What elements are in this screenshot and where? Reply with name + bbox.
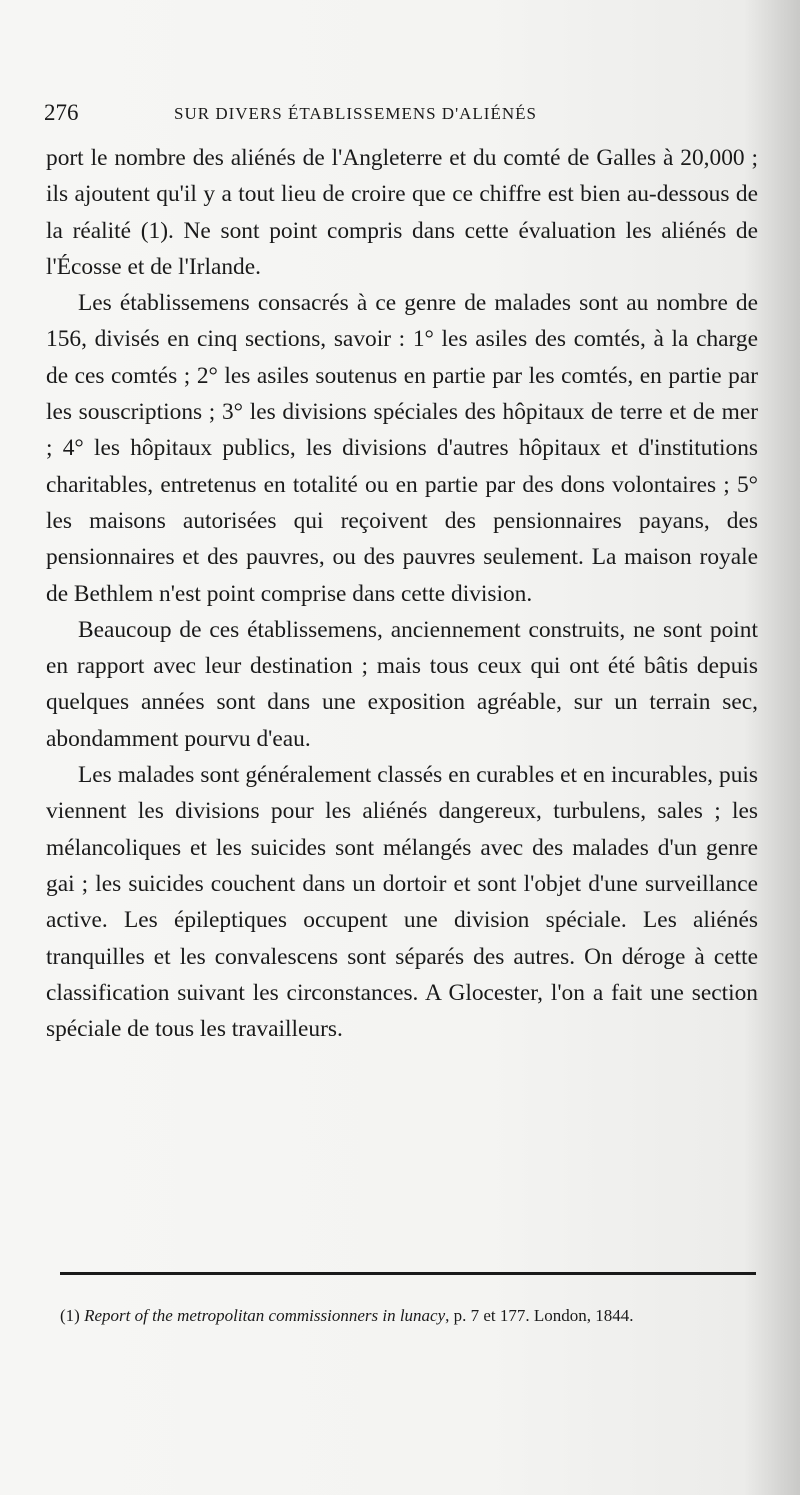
- paragraph-3: Beaucoup de ces établissemens, anciennement construits, ne sont point en rapport avec leur destination ; mais tous ceux qui ont été bâtis depuis quelques années sont dans une exposition agréable, sur un terrain sec, abondamment pourvu d'eau.: [46, 616, 758, 752]
- running-title: SUR DIVERS ÉTABLISSEMENS D'ALIÉNÉS: [174, 104, 537, 123]
- page-number: 276: [44, 100, 79, 125]
- footnote-reference-details: , p. 7 et 177. London, 1844.: [445, 1306, 634, 1325]
- page-header: [44, 98, 758, 134]
- footnote-rule: [60, 1272, 756, 1275]
- paragraph-2: Les établissemens consacrés à ce genre de malades sont au nombre de 156, divisés en cinq sections, savoir : 1° les asiles des comtés, à la charge de ces comtés ; 2° les asiles soutenus en partie par les comtés, en partie par les souscriptions ; 3° les divisions spéciales des hôpitaux de terre et de mer ; 4° les hôpitaux publics, les divisions d'autres hôpitaux et d'institutions charitables, entretenus en totalité ou en partie par des dons volontaires ; 5° les maisons autorisées qui reçoivent des pensionnaires payans, des pensionnaires et des pauvres, ou des pauvres seulement. La maison royale de Bethlem n'est point comprise dans cette division.: [46, 290, 758, 607]
- paragraph-4: Les malades sont généralement classés en curables et en incurables, puis viennent les divisions pour les aliénés dangereux, turbulens, sales ; les mélancoliques et les suicides sont mélangés avec des malades d'un genre gai ; les suicides couchent dans un dortoir et sont l'objet d'une surveillance active. Les épileptiques occupent une division spéciale. Les aliénés tranquilles et les convalescens sont séparés des autres. On déroge à cette classification suivant les circonstances. A Glocester, l'on a fait une section spéciale de tous les travailleurs.: [46, 762, 758, 1043]
- footnote-reference-title: Report of the metropolitan commissionners in lunacy: [84, 1306, 446, 1325]
- body-text: [46, 140, 758, 1047]
- footnote-marker: (1): [60, 1306, 80, 1325]
- footnote: [60, 1302, 760, 1330]
- paragraph-1: port le nombre des aliénés de l'Angleterre et du comté de Galles à 20,000 ; ils ajoutent qu'il y a tout lieu de croire que ce chiffre est bien au-dessous de la réalité (1). Ne sont point compris dans cette évaluation les aliénés de l'Écosse et de l'Irlande.: [46, 145, 758, 280]
